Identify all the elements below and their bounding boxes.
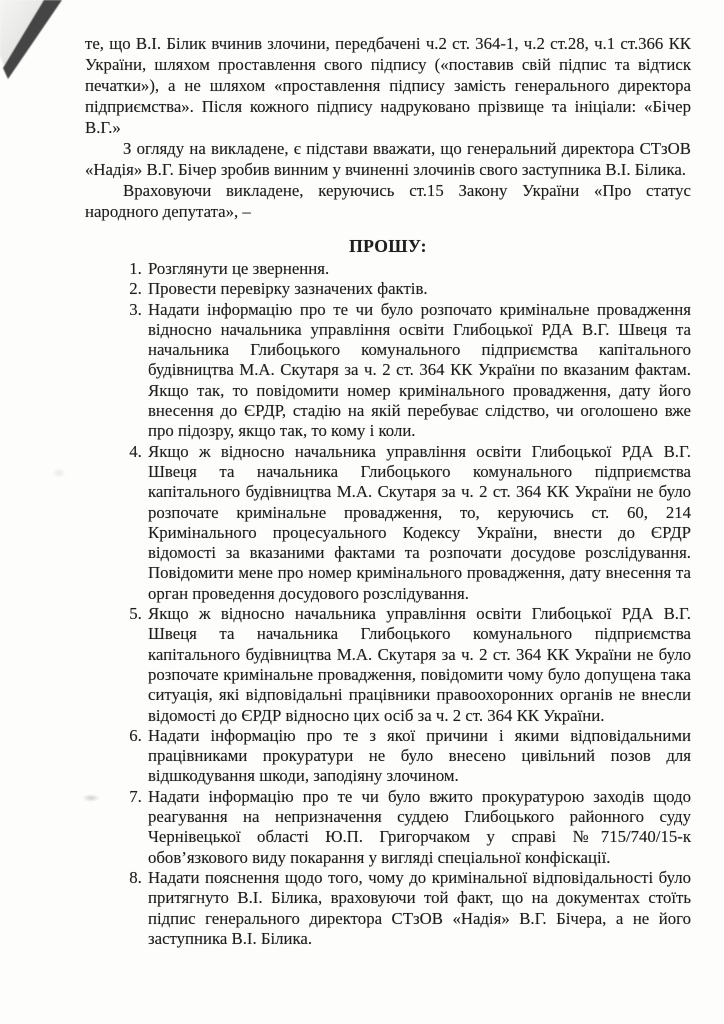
- list-item: 6. Надати інформацію про те з якої причини і якими відповідальними працівниками прокуратури не було внесено цивільний позов для відшкодування шкоди, заподіяну злочином.: [146, 726, 691, 787]
- paragraph: З огляду на викладене, є підстави вважати, що генеральний директора СТзОВ «Надія» В.Г. Бічер зробив винним у вчиненні злочинів свого заступника В.І. Білика.: [85, 139, 691, 179]
- scan-smudge: [52, 468, 66, 478]
- list-item: 2. Провести перевірку зазначених фактів.: [146, 279, 691, 299]
- scan-corner-fold-artifact: [0, 0, 90, 100]
- list-item: 7. Надати інформацію про те чи було вжито прокуратурою заходів щодо реагування на непризначення суддею Глибоцького районного суду Чернівецької області Ю.П. Григорчаком у справі №715/740/15-к обов’язкового виду покарання у вигляді спеціальної конфіскації.: [146, 787, 691, 868]
- list-item: 4. Якщо ж відносно начальника управління освіти Глибоцької РДА В.Г. Швеця та начальника Глибоцького комунального підприємства капітального будівництва М.А. Скутаря за ч. 2 ст. 364 КК України не було розпочате кримінальне провадження, то, керуючись ст. 60, 214 Кримінального процесуального Кодексу України, внести до ЄРДР відомості за вказаними фактами та розпочати досудове розслідування. Повідомити мене про номер кримінального провадження, дату внесення та орган проведення досудового розслідування.: [146, 442, 691, 604]
- paragraph: Враховуючи викладене, керуючись ст.15 Закону України «Про статус народного депутата», –: [85, 181, 691, 221]
- list-item: 5. Якщо ж відносно начальника управління освіти Глибоцької РДА В.Г. Швеця та начальника Глибоцького комунального підприємства капітального будівництва М.А. Скутаря за ч. 2 ст. 364 КК України не було розпочате кримінальне провадження, повідомити чому було допущена така ситуація, які відповідальні працівники правоохоронних органів не внесли відомості до ЄРДР відносно цих осіб за ч. 2 ст. 364 КК України.: [146, 604, 691, 726]
- paragraph-continuation: те, що В.І. Білик вчинив злочини, передбачені ч.2 ст. 364-1, ч.2 ст.28, ч.1 ст.366 КК України, шляхом проставлення свого підпису («поставив свій підпис та відтиск печатки»), а не шляхом «проставлення підпису замість генерального директора підприємства». Після кожного підпису надруковано прізвище та ініціали: «Бічер В.Г.»: [85, 34, 691, 137]
- list-item: 8. Надати пояснення щодо того, чому до кримінальної відповідальності було притягнуто В.І. Білика, враховуючи той факт, що на документах стоїть підпис генерального директора СТзОВ «Надія» В.Г. Бічера, а не його заступника В.І. Білика.: [146, 868, 691, 949]
- petition-heading: ПРОШУ:: [349, 236, 427, 256]
- list-item: 1. Розглянути це звернення.: [146, 259, 691, 279]
- petition-list: [85, 259, 691, 949]
- document-body: [85, 33, 691, 949]
- list-item: 3. Надати інформацію про те чи було розпочато кримінальне провадження відносно начальника управління освіти Глибоцької РДА В.Г. Швеця та начальника Глибоцького комунального підприємства капітального будівництва М.А. Скутаря за ч. 2 ст. 364 КК України по вказаним фактам. Якщо так, то повідомити номер кримінального провадження, дату його внесення до ЄРДР, стадію на якій перебуває слідство, чи оголошено вже про підозру, якщо так, то кому і коли.: [146, 300, 691, 442]
